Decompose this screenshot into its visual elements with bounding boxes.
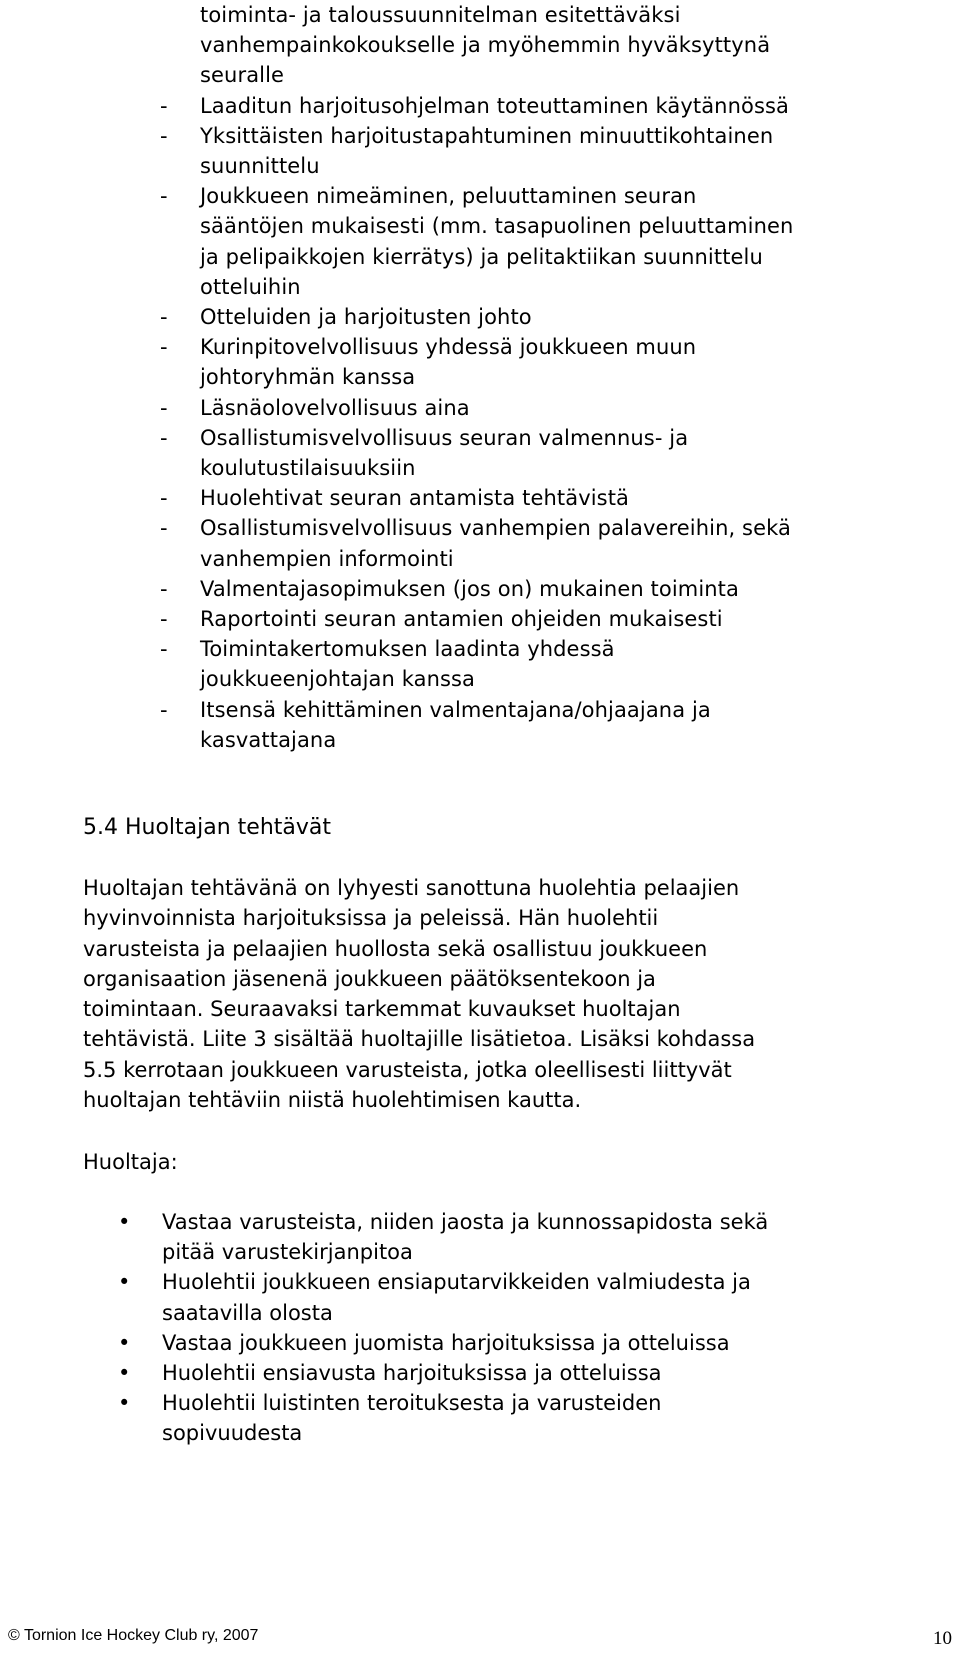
list-item [160, 91, 940, 121]
text-line: Huolehtii joukkueen ensiaputarvikkeiden valmiudesta ja [162, 1270, 751, 1295]
list-item [160, 423, 940, 483]
text-line: Otteluiden ja harjoitusten johto [200, 305, 532, 330]
text-line: Yksittäisten harjoitustapahtuminen minuuttikohtainen [200, 123, 774, 148]
bullet-marker: • [118, 1210, 131, 1234]
list-item [160, 121, 940, 181]
list-item [118, 1328, 918, 1358]
text-line: organisaation jäsenenä joukkueen päätöksentekoon ja [83, 966, 656, 991]
dash-marker: - [160, 516, 168, 541]
text-line: hyvinvoinnista harjoituksissa ja peleissä. Hän huolehtii [83, 906, 659, 931]
dash-marker: - [160, 697, 168, 722]
list-item [118, 1267, 918, 1327]
text-line: Laaditun harjoitusohjelman toteuttaminen käytännössä [200, 93, 789, 118]
page-footer [0, 1614, 960, 1656]
text-line: pitää varustekirjanpitoa [162, 1240, 413, 1265]
text-line: otteluihin [200, 274, 301, 299]
dash-marker: - [160, 305, 168, 330]
text-line: Raportointi seuran antamien ohjeiden mukaisesti [200, 607, 723, 632]
text-line: saatavilla olosta [162, 1300, 333, 1325]
text-line: kasvattajana [200, 727, 337, 752]
bullet-marker: • [118, 1270, 131, 1295]
text-line: varusteista ja pelaajien huollosta sekä osallistuu joukkueen [83, 936, 708, 961]
text-line: Valmentajasopimuksen (jos on) mukainen toiminta [200, 576, 739, 601]
list-item [118, 1358, 918, 1388]
text-line: Vastaa varusteista, niiden jaosta ja kunnossapidosta sekä [162, 1210, 769, 1234]
text-line: toimintaan. Seuraavaksi tarkemmat kuvaukset huoltajan [83, 997, 681, 1022]
dash-marker: - [160, 637, 168, 662]
bullet-marker: • [118, 1391, 131, 1416]
copyright-text: © Tornion Ice Hockey Club ry, 2007 [8, 1627, 259, 1644]
list-item [160, 695, 940, 755]
duties-dash-list [160, 0, 940, 755]
list-item [160, 574, 940, 604]
list-item [160, 393, 940, 423]
dash-marker: - [160, 607, 168, 632]
text-line: sopivuudesta [162, 1421, 303, 1446]
text-line: tehtävistä. Liite 3 sisältää huoltajille lisätietoa. Lisäksi kohdassa [83, 1027, 756, 1052]
section-paragraph [83, 873, 883, 1115]
text-line: ja pelipaikkojen kierrätys) ja pelitaktiikan suunnittelu [200, 244, 763, 269]
list-item [160, 513, 940, 573]
section-heading: 5.4 Huoltajan tehtävät [83, 815, 332, 840]
list-item [118, 1207, 918, 1267]
dash-marker: - [160, 395, 168, 420]
text-line: seuralle [200, 63, 285, 88]
dash-marker: - [160, 425, 168, 450]
text-line: Huoltajan tehtävänä on lyhyesti sanottuna huolehtia pelaajien [83, 876, 740, 900]
text-line: 5.5 kerrotaan joukkueen varusteista, jotka oleellisesti liittyvät [83, 1057, 732, 1082]
text-line: huoltajan tehtäviin niistä huolehtimisen kautta. [83, 1088, 582, 1113]
dash-marker: - [160, 123, 168, 148]
text-line: Toimintakertomuksen laadinta yhdessä [200, 637, 615, 662]
text-line: Huolehtii ensiavusta harjoituksissa ja otteluissa [162, 1361, 662, 1386]
list-item [160, 604, 940, 634]
text-line: Kurinpitovelvollisuus yhdessä joukkueen muun [200, 335, 697, 360]
text-line: Osallistumisvelvollisuus vanhempien palavereihin, sekä [200, 516, 791, 541]
page-number: 10 [933, 1628, 952, 1649]
text-line: joukkueenjohtajan kanssa [200, 667, 476, 692]
subheading: Huoltaja: [83, 1150, 178, 1174]
bullet-marker: • [118, 1330, 131, 1355]
bullet-marker: • [118, 1361, 131, 1386]
text-line: Itsensä kehittäminen valmentajana/ohjaajana ja [200, 697, 711, 722]
text-line: Läsnäolovelvollisuus aina [200, 395, 470, 420]
text-line: vanhempien informointi [200, 546, 454, 571]
text-line: Joukkueen nimeäminen, peluuttaminen seuran [200, 184, 697, 209]
text-line: suunnittelu [200, 154, 320, 179]
dash-marker: - [160, 486, 168, 511]
text-line: vanhempainkokoukselle ja myöhemmin hyväksyttynä [200, 33, 771, 58]
dash-marker: - [160, 576, 168, 601]
list-item [160, 483, 940, 513]
continuation-text [160, 0, 940, 91]
caretaker-bullet-list [118, 1207, 918, 1449]
list-item [160, 302, 940, 332]
dash-marker: - [160, 184, 168, 209]
text-line: Huolehtivat seuran antamista tehtävistä [200, 486, 630, 511]
list-item [160, 332, 940, 392]
text-line: sääntöjen mukaisesti (mm. tasapuolinen peluuttaminen [200, 214, 794, 239]
list-item [160, 634, 940, 694]
text-line: johtoryhmän kanssa [200, 365, 416, 390]
text-line: Huolehtii luistinten teroituksesta ja varusteiden [162, 1391, 662, 1416]
list-item [160, 181, 940, 302]
list-item [118, 1388, 918, 1448]
text-line: Vastaa joukkueen juomista harjoituksissa ja otteluissa [162, 1330, 730, 1355]
dash-marker: - [160, 93, 168, 118]
text-line: koulutustilaisuuksiin [200, 456, 416, 481]
text-line: toiminta- ja taloussuunnitelman esitettäväksi [200, 3, 681, 27]
text-line: Osallistumisvelvollisuus seuran valmennus- ja [200, 425, 689, 450]
dash-marker: - [160, 335, 168, 360]
